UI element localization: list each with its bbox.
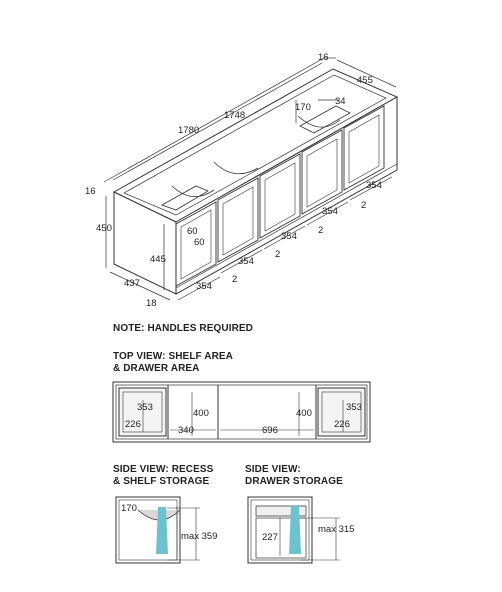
dim-354-5: 354: [366, 180, 382, 191]
side-drawer-title: [245, 464, 343, 488]
dim-2-1: 2: [232, 274, 238, 285]
dim-226-left: 226: [125, 419, 141, 430]
dim-354-2: 354: [238, 256, 254, 267]
dim-437: 437: [124, 278, 140, 289]
dim-60b: 60: [194, 237, 205, 248]
top-view-title-line-1: TOP VIEW: SHELF AREA: [113, 351, 233, 362]
side-drawer-title-line-2: DRAWER STORAGE: [245, 476, 343, 487]
dim-max-315: max 315: [318, 524, 355, 535]
recess-water-trap: [156, 507, 168, 554]
dim-353-left: 353: [137, 402, 153, 413]
dim-1780: 1780: [178, 125, 200, 136]
dim-2-4: 2: [361, 200, 367, 211]
dim-450: 450: [96, 223, 112, 234]
drawer-water-trap: [289, 506, 301, 554]
side-recess-title: [113, 464, 213, 488]
dim-2-3: 2: [318, 225, 324, 236]
dim-34: 34: [335, 96, 346, 107]
dim-400-left: 400: [193, 408, 209, 419]
dim-226-right: 226: [334, 419, 350, 430]
top-view-title-line-2: & DRAWER AREA: [113, 363, 200, 374]
dim-354-1: 354: [196, 281, 212, 292]
side-drawer-title-line-1: SIDE VIEW:: [245, 464, 301, 475]
dim-696: 696: [262, 425, 278, 436]
dim-18: 18: [146, 298, 157, 309]
dim-max-359: max 359: [181, 531, 218, 542]
side-recess-title-line-2: & SHELF STORAGE: [113, 476, 210, 487]
dim-445: 445: [150, 254, 166, 265]
dim-340: 340: [178, 425, 194, 436]
dim-354-4: 354: [322, 206, 338, 217]
dim-1748: 1748: [224, 110, 246, 121]
dim-2-2: 2: [275, 249, 281, 260]
top-view-title: [113, 351, 233, 375]
dim-400-right: 400: [296, 408, 312, 419]
side-recess-title-line-1: SIDE VIEW: RECESS: [113, 464, 214, 475]
dim-354-3: 354: [281, 231, 297, 242]
dim-16-left: 16: [85, 186, 96, 197]
note-handles: NOTE: HANDLES REQUIRED: [113, 323, 253, 334]
dim-353-right: 353: [346, 402, 362, 413]
dim-455: 455: [357, 75, 373, 86]
dim-170-side: 170: [121, 503, 137, 514]
dim-16-top: 16: [318, 52, 329, 63]
dim-227: 227: [262, 532, 278, 543]
dim-60a: 60: [187, 226, 198, 237]
dim-170: 170: [295, 102, 311, 113]
